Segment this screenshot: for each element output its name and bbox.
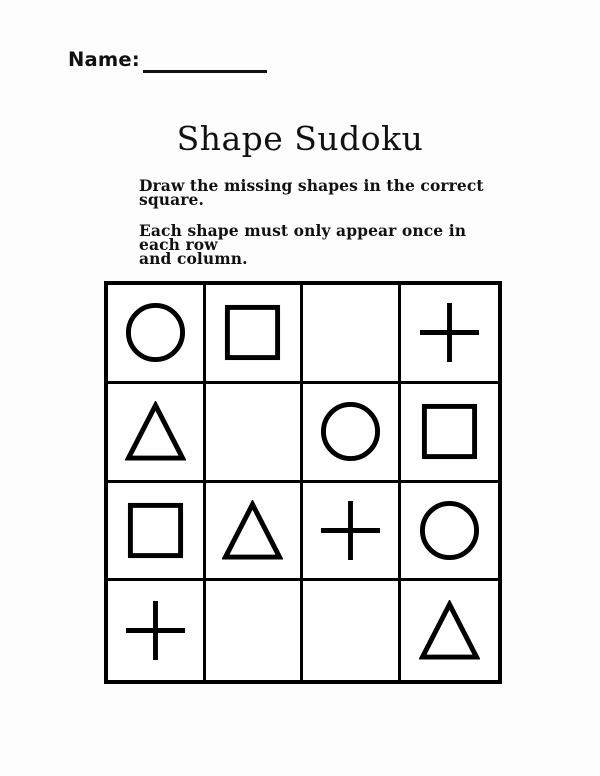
square-icon xyxy=(419,401,480,462)
triangle-icon xyxy=(125,401,186,462)
circle-icon xyxy=(419,500,480,561)
circle-icon xyxy=(125,302,186,363)
grid-cell-r4c1-plus xyxy=(108,581,206,680)
instruction-line-2 xyxy=(139,221,509,268)
grid-cell-r1c2-square xyxy=(206,285,304,384)
plus-icon xyxy=(320,500,381,561)
grid-cell-r4c4-triangle xyxy=(401,581,499,680)
grid-cell-r1c3-empty[interactable] xyxy=(303,285,401,384)
instruction-line-2a: Each shape must only appear once in each row xyxy=(139,221,467,254)
grid-cell-r4c2-empty[interactable] xyxy=(206,581,304,680)
triangle-icon xyxy=(222,500,283,561)
grid-cell-r2c3-circle xyxy=(303,384,401,483)
square-icon xyxy=(222,302,283,363)
grid-cell-r1c4-plus xyxy=(401,285,499,384)
grid-cell-r2c1-triangle xyxy=(108,384,206,483)
plus-icon xyxy=(419,302,480,363)
sudoku-grid xyxy=(104,281,502,684)
page-title: Shape Sudoku xyxy=(176,119,424,158)
instruction-line-1: Draw the missing shapes in the correct square. xyxy=(139,176,484,209)
grid-cell-r3c3-plus xyxy=(303,483,401,582)
name-label: Name: xyxy=(68,48,140,71)
instruction-line-2b: and column. xyxy=(139,249,248,268)
grid-cell-r3c2-triangle xyxy=(206,483,304,582)
grid-cell-r3c1-square xyxy=(108,483,206,582)
square-icon xyxy=(125,500,186,561)
instructions xyxy=(139,176,509,268)
circle-icon xyxy=(320,401,381,462)
plus-icon xyxy=(125,600,186,661)
grid-cell-r1c1-circle xyxy=(108,285,206,384)
grid-cell-r2c2-empty[interactable] xyxy=(206,384,304,483)
name-blank-line[interactable] xyxy=(143,70,267,73)
triangle-icon xyxy=(419,600,480,661)
grid-cell-r3c4-circle xyxy=(401,483,499,582)
grid-cell-r4c3-empty[interactable] xyxy=(303,581,401,680)
grid-cell-r2c4-square xyxy=(401,384,499,483)
